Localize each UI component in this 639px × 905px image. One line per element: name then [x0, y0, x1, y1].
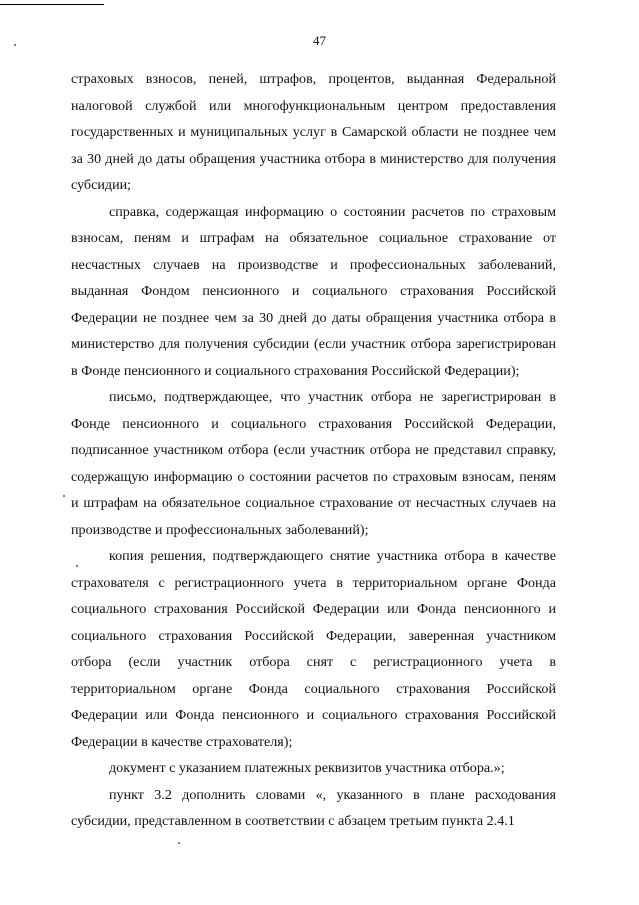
- paragraph-2: справка, содержащая информацию о состоянии расчетов по страховым взносам, пеням и штрафам на обязательное социальное страхование от несчастных случаев на производстве и профессиональных заболеваний, выданная Фондом пенсионного и социального страхования Российской Федерации не позднее чем за 30 дней до даты обращения участника отбора в министерство для получения субсидии (если участник отбора зарегистрирован в Фонде пенсионного и социального страхования Российской Федерации);: [71, 203, 556, 379]
- paragraph-5: документ с указанием платежных реквизитов участника отбора.»;: [109, 760, 505, 776]
- scan-speck: [14, 44, 16, 46]
- paragraph-1: страховых взносов, пеней, штрафов, процентов, выданная Федеральной налоговой службой или многофункциональным центром предоставления государственных и муниципальных услуг в Самарской области не позднее чем за 30 дней до даты обращения участника отбора в министерство для получения субсидии;: [71, 71, 556, 193]
- scan-speck: [76, 565, 78, 567]
- paragraph-4: копия решения, подтверждающего снятие участника отбора в качестве страхователя с регистрационного учета в территориальном органе Фонда социального страхования Российской Федерации или Фонда пенсионного и социального страхования Российской Федерации, заверенная участником отбора (если участник отбора снят с регистрационного учета в территориальном органе Фонда социального страхования Российской Федерации или Фонда пенсионного и социального страхования Российской Федерации в качестве страхователя);: [71, 548, 556, 750]
- scan-speck: [63, 495, 65, 497]
- paragraph-6: пункт 3.2 дополнить словами «, указанного в плане расходования субсидии, представленном в соответствии с абзацем третьим пункта 2.4.1: [71, 786, 556, 829]
- page-number: 47: [313, 33, 326, 48]
- paragraph-3: письмо, подтверждающее, что участник отбора не зарегистрирован в Фонде пенсионного и социального страхования Российской Федерации, подписанное участником отбора (если участник отбора не представил справку, содержащую информацию о состоянии расчетов по страховым взносам, пеням и штрафам на обязательное социальное страхование от несчастных случаев на производстве и профессиональных заболеваний);: [71, 389, 556, 538]
- top-rule: [0, 4, 104, 5]
- scan-speck: [178, 842, 180, 844]
- body-text: [71, 66, 556, 835]
